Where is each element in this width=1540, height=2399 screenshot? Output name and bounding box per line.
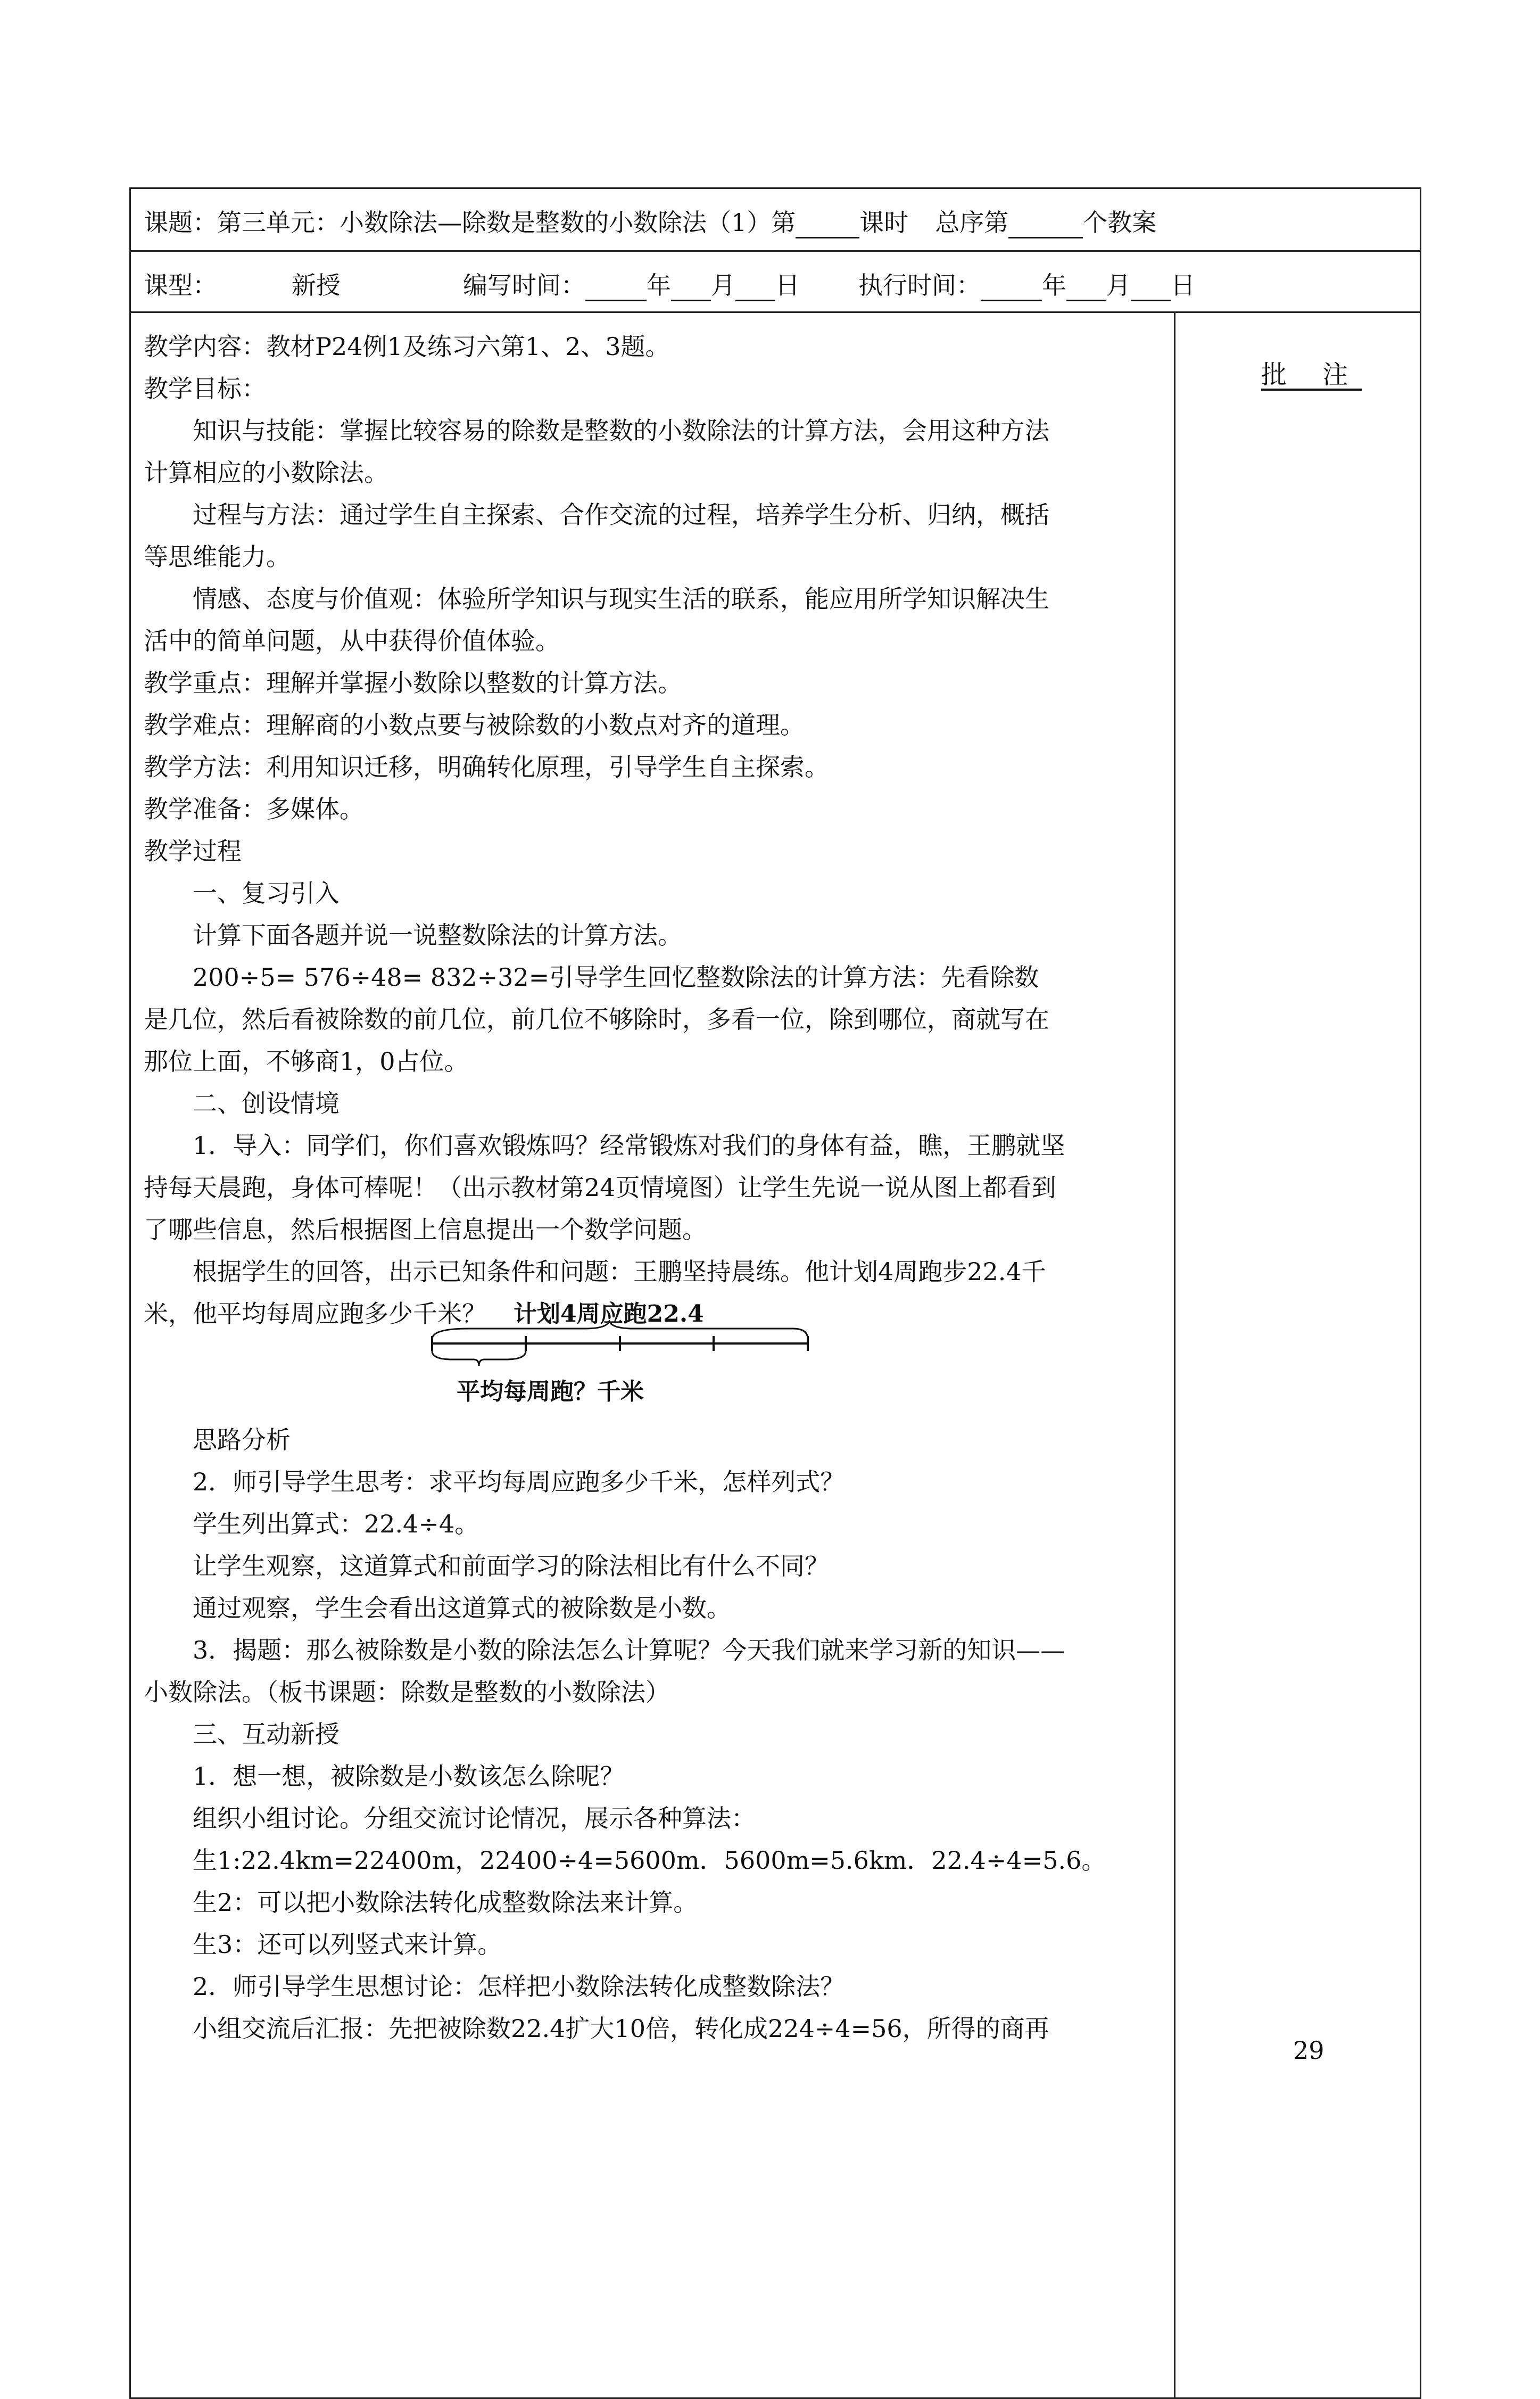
body-line: 3．揭题：那么被除数是小数的除法怎么计算呢？今天我们就来学习新的知识—— <box>193 1636 1065 1664</box>
exec-month-label: 月 <box>1106 271 1131 300</box>
body-line: 生2：可以把小数除法转化成整数除法来计算。 <box>193 1888 698 1917</box>
topic-row <box>144 203 1156 238</box>
body-line: 了哪些信息，然后根据图上信息提出一个数学问题。 <box>144 1215 707 1244</box>
lesson-unit: 课时 <box>859 208 909 237</box>
annotation-column-title <box>1261 354 1362 391</box>
body-line: 是几位，然后看被除数的前几位，前几位不够除时，多看一位，除到哪位，商就写在 <box>144 1005 1049 1034</box>
day-blank <box>735 275 775 301</box>
body-line: 教学重点：理解并掌握小数除以整数的计算方法。 <box>144 669 682 697</box>
body-line: 让学生观察，这道算式和前面学习的除法相比有什么不同？ <box>193 1552 829 1580</box>
body-line: 通过观察，学生会看出这道算式的被除数是小数。 <box>193 1594 731 1622</box>
row-divider <box>129 250 1421 252</box>
exec-time-label: 执行时间： <box>858 271 981 300</box>
body-line: 根据学生的回答，出示已知条件和问题：王鹏坚持晨练。他计划4周跑步22.4千 <box>193 1257 1046 1286</box>
serial-blank <box>1008 212 1083 238</box>
exec-month-blank <box>1066 275 1106 301</box>
body-line: 计算下面各题并说一说整数除法的计算方法。 <box>193 921 682 950</box>
body-line: 教学方法：利用知识迁移，明确转化原理，引导学生自主探索。 <box>144 753 829 781</box>
body-line: 知识与技能：掌握比较容易的除数是整数的小数除法的计算方法，会用这种方法 <box>193 416 1049 445</box>
month-label: 月 <box>711 271 735 300</box>
body-line: 等思维能力。 <box>144 542 291 571</box>
body-line: 教学目标： <box>144 374 266 403</box>
section-heading: 一、复习引入 <box>193 879 340 908</box>
type-value: 新授 <box>292 271 341 300</box>
body-line: 情感、态度与价值观：体验所学知识与现实生活的联系，能应用所学知识解决生 <box>193 584 1049 613</box>
section-heading: 二、创设情境 <box>193 1089 340 1118</box>
column-divider <box>1174 311 1175 2399</box>
section-heading: 三、互动新授 <box>193 1720 340 1749</box>
body-line: 组织小组讨论。分组交流讨论情况，展示各种算法： <box>193 1804 756 1833</box>
month-blank <box>671 275 711 301</box>
type-label: 课型： <box>144 271 217 300</box>
body-line: 活中的简单问题，从中获得价值体验。 <box>144 626 560 655</box>
exec-day-label: 日 <box>1171 271 1195 300</box>
body-line: 教学准备：多媒体。 <box>144 795 364 823</box>
body-line: 米，他平均每周应跑多少千米？ <box>144 1299 486 1328</box>
diagram-top-label: 计划4周应跑22.4 <box>514 1300 704 1328</box>
exec-day-blank <box>1131 275 1171 301</box>
serial-prefix: 总序第 <box>935 208 1009 237</box>
year-blank <box>585 275 647 301</box>
part-brace <box>432 1351 526 1366</box>
body-line: 教学过程 <box>144 837 242 865</box>
body-line: 2．师引导学生思考：求平均每周应跑多少千米，怎样列式？ <box>193 1468 845 1496</box>
body-line: 计算相应的小数除法。 <box>144 458 388 487</box>
page-number: 29 <box>1293 2036 1324 2065</box>
annotation-title: 批 注 <box>1261 360 1362 390</box>
exec-year-blank <box>981 275 1042 301</box>
body-line: 生1:22.4km=22400m，22400÷4=5600m．5600m=5.6km．22.4÷4=5.6。 <box>193 1846 1106 1875</box>
body-line: 思路分析 <box>193 1425 291 1454</box>
exec-year-label: 年 <box>1042 271 1066 300</box>
body-line: 小数除法。（板书课题：除数是整数的小数除法） <box>144 1678 670 1706</box>
diagram-bottom-label: 平均每周跑？千米 <box>457 1378 644 1405</box>
body-line: 1．导入：同学们，你们喜欢锻炼吗？经常锻炼对我们的身体有益，瞧，王鹏就坚 <box>193 1131 1065 1160</box>
body-line: 200÷5= 576÷48= 832÷32=引导学生回忆整数除法的计算方法：先看除数 <box>193 963 1039 992</box>
body-line: 教学难点：理解商的小数点要与被除数的小数点对齐的道理。 <box>144 711 805 739</box>
lesson-body <box>144 326 1165 2050</box>
write-time-label: 编写时间： <box>463 271 585 300</box>
row-divider <box>129 311 1421 313</box>
body-line: 那位上面，不够商1，0占位。 <box>144 1047 469 1076</box>
day-label: 日 <box>775 271 800 300</box>
body-line: 1．想一想，被除数是小数该怎么除呢？ <box>193 1762 625 1791</box>
type-row <box>144 266 1195 301</box>
body-line: 小组交流后汇报：先把被除数22.4扩大10倍，转化成224÷4=56，所得的商再 <box>193 2014 1049 2043</box>
segment-diagram <box>426 1320 819 1368</box>
body-line: 生3：还可以列竖式来计算。 <box>193 1930 502 1959</box>
body-line: 学生列出算式：22.4÷4。 <box>193 1510 479 1538</box>
serial-suffix: 个教案 <box>1083 208 1157 237</box>
topic-label: 课题：第三单元：小数除法—除数是整数的小数除法（1）第 <box>144 208 796 237</box>
body-line: 持每天晨跑，身体可棒呢！（出示教材第24页情境图）让学生先说一说从图上都看到 <box>144 1173 1056 1202</box>
lesson-blank <box>796 212 859 238</box>
body-line: 过程与方法：通过学生自主探索、合作交流的过程，培养学生分析、归纳，概括 <box>193 500 1049 529</box>
body-line: 2．师引导学生思想讨论：怎样把小数除法转化成整数除法？ <box>193 1972 845 2001</box>
body-line: 教学内容：教材P24例1及练习六第1、2、3题。 <box>144 332 670 361</box>
year-label: 年 <box>647 271 671 300</box>
